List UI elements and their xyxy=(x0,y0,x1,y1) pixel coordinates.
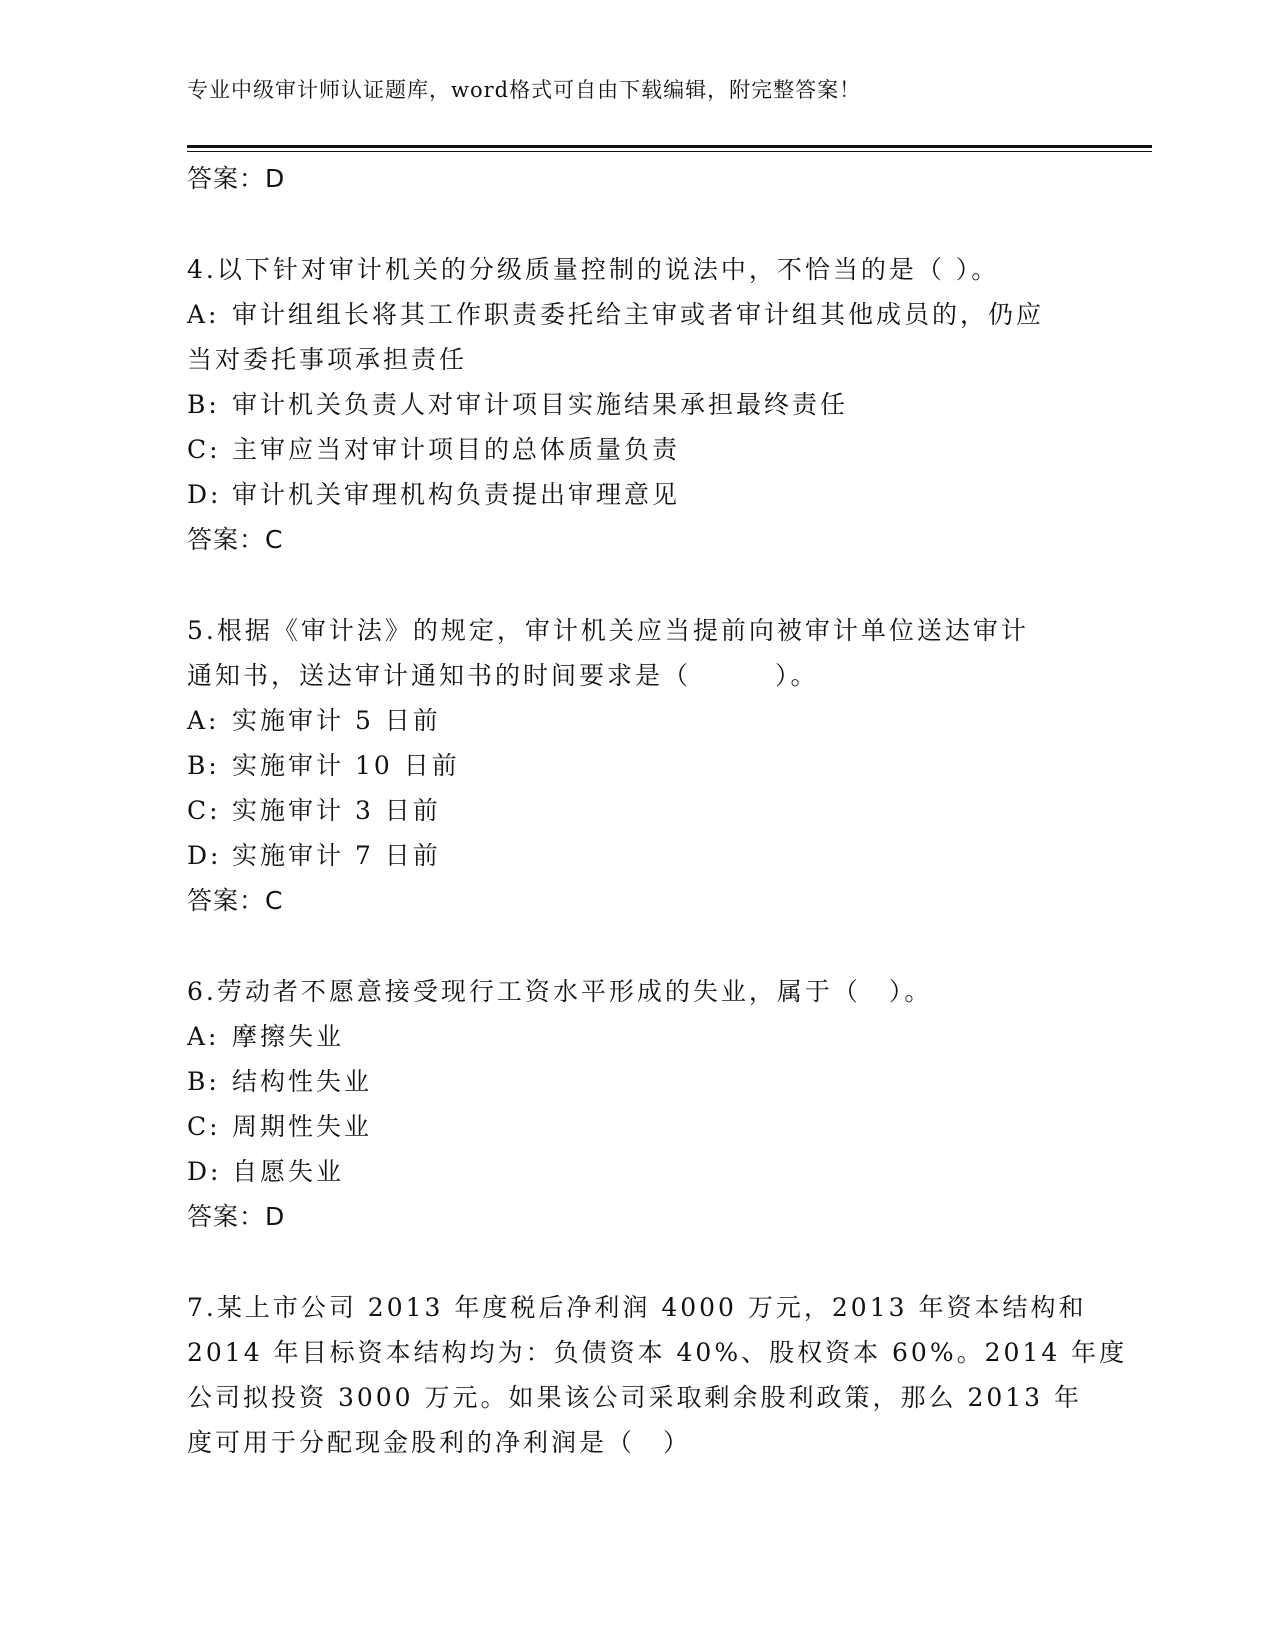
question-stem-line: 6.劳动者不愿意接受现行工资水平形成的失业，属于（ ）。 xyxy=(187,977,933,1006)
question-answer xyxy=(187,517,1087,562)
answer-value: C xyxy=(265,525,284,554)
option-text: 实施审计 3 日前 xyxy=(232,796,441,825)
option-label: C: xyxy=(187,1112,221,1141)
option-text: 结构性失业 xyxy=(232,1067,373,1096)
question-gap xyxy=(187,201,1087,247)
option-text: 主审应当对审计项目的总体质量负责 xyxy=(232,435,681,464)
option-text: 实施审计 7 日前 xyxy=(232,841,441,870)
option-text: 自愿失业 xyxy=(232,1157,345,1186)
option-line xyxy=(187,698,1087,743)
option-line xyxy=(187,472,1087,517)
option-text: 实施审计 10 日前 xyxy=(232,751,460,780)
answer-prefix: 答案： xyxy=(187,525,266,554)
option-label: B: xyxy=(187,1067,220,1096)
question-block xyxy=(187,247,1087,562)
option-label: C: xyxy=(187,435,221,464)
option-text: 实施审计 5 日前 xyxy=(232,706,441,735)
question-block xyxy=(187,608,1087,923)
option-text: 当对委托事项承担责任 xyxy=(187,345,468,374)
option-label: A: xyxy=(187,300,220,329)
option-text: 周期性失业 xyxy=(232,1112,373,1141)
option-line xyxy=(187,788,1087,833)
page-header: 专业中级审计师认证题库，word格式可自由下载编辑，附完整答案！ xyxy=(187,78,862,102)
answer-value: D xyxy=(265,164,286,193)
question-stem-line: 公司拟投资 3000 万元。如果该公司采取剩余股利政策，那么 2013 年 xyxy=(187,1383,1083,1412)
question-answer xyxy=(187,878,1087,923)
option-line xyxy=(187,382,1087,427)
option-label: B: xyxy=(187,390,220,419)
question-gap xyxy=(187,923,1087,969)
question-content xyxy=(187,156,1128,1465)
option-label: A: xyxy=(187,706,220,735)
question-stem-line: 2014 年目标资本结构均为：负债资本 40%、股权资本 60%。2014 年度 xyxy=(187,1338,1128,1367)
question-stem-line: 通知书，送达审计通知书的时间要求是（ ）。 xyxy=(187,661,819,690)
question-block xyxy=(187,1285,1128,1465)
question-stem-line: 5.根据《审计法》的规定，审计机关应当提前向被审计单位送达审计 xyxy=(187,616,1029,645)
question-stem-line: 7.某上市公司 2013 年度税后净利润 4000 万元，2013 年资本结构和 xyxy=(187,1293,1087,1322)
answer-prefix: 答案： xyxy=(187,1202,266,1231)
answer-prefix: 答案： xyxy=(187,886,266,915)
question-stem-line: 度可用于分配现金股利的净利润是（ ） xyxy=(187,1428,692,1457)
option-text: 审计组组长将其工作职责委托给主审或者审计组其他成员的，仍应 xyxy=(232,300,1045,329)
answer-value: C xyxy=(265,886,284,915)
option-line xyxy=(187,427,1087,472)
option-line xyxy=(187,1014,1087,1059)
option-label: A: xyxy=(187,1022,220,1051)
previous-answer xyxy=(187,156,1087,201)
question-gap xyxy=(187,1239,1087,1285)
header-rule-thin xyxy=(187,151,1152,152)
option-text: 审计机关负责人对审计项目实施结果承担最终责任 xyxy=(232,390,849,419)
question-block xyxy=(187,969,1087,1239)
question-gap xyxy=(187,562,1087,608)
question-stem-line: 4.以下针对审计机关的分级质量控制的说法中，不恰当的是（ ）。 xyxy=(187,255,1000,284)
option-label: D: xyxy=(187,841,222,870)
option-label: D: xyxy=(187,1157,222,1186)
option-line xyxy=(187,1059,1087,1104)
option-line xyxy=(187,1149,1087,1194)
answer-value: D xyxy=(265,1202,286,1231)
option-line xyxy=(187,743,1087,788)
question-answer xyxy=(187,1194,1087,1239)
option-line xyxy=(187,1104,1087,1149)
option-text: 审计机关审理机构负责提出审理意见 xyxy=(232,480,681,509)
option-label: C: xyxy=(187,796,221,825)
option-line xyxy=(187,292,1087,337)
header-rule xyxy=(187,145,1152,148)
answer-prefix: 答案： xyxy=(187,164,266,193)
option-label: B: xyxy=(187,751,220,780)
option-line xyxy=(187,833,1087,878)
option-text: 摩擦失业 xyxy=(232,1022,345,1051)
option-line xyxy=(187,337,1087,382)
option-label: D: xyxy=(187,480,222,509)
